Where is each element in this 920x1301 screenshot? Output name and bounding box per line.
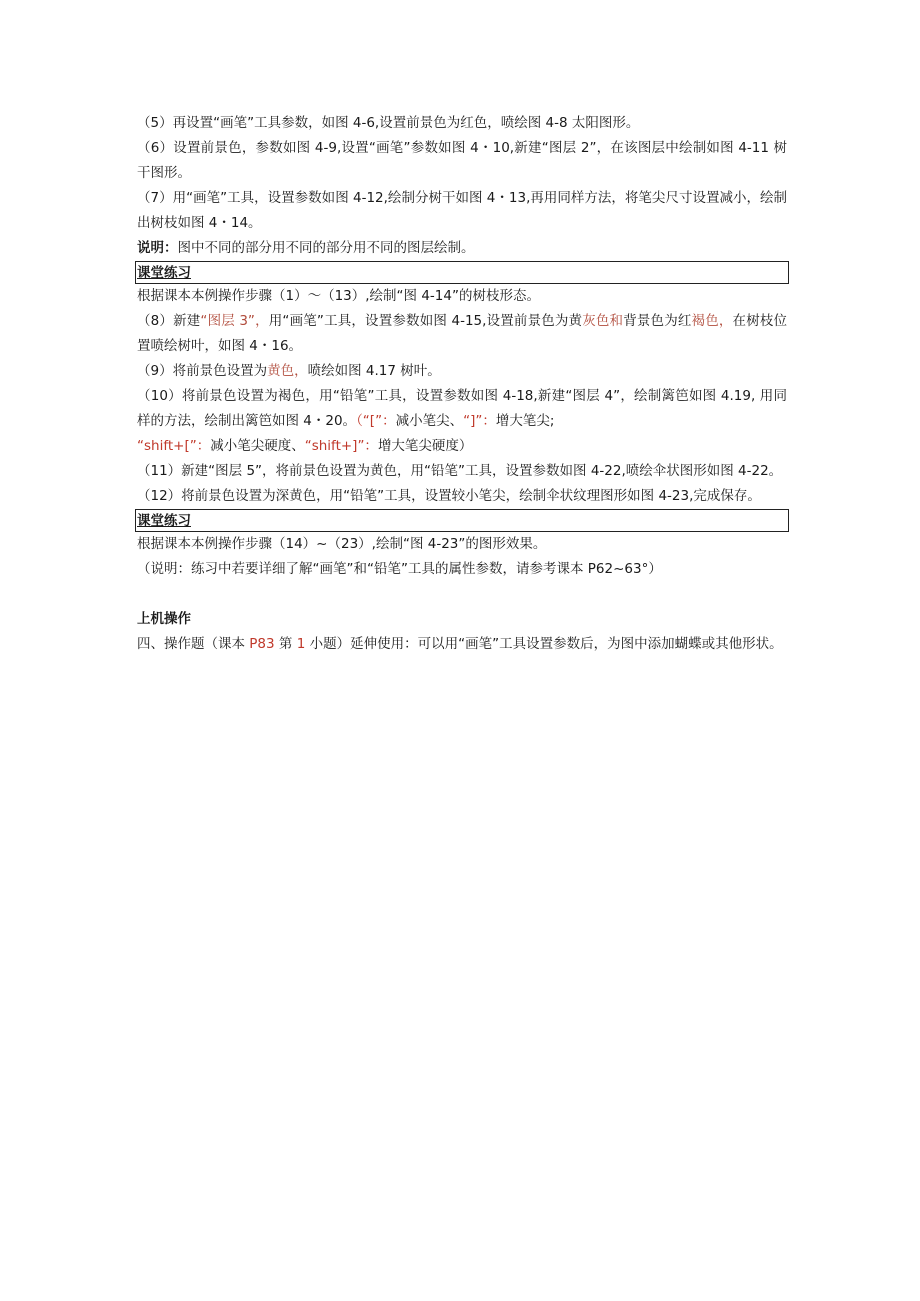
step-10-paragraph xyxy=(137,384,787,459)
step-10-text-a: （10）将前景色设置为褐色，用“铅笔”工具，设置参数如图 4-18,新建“图层 4”，绘制篱笆如图 4.19, 用同样的方法，绘制出篱笆如图 4・20。 xyxy=(137,388,787,429)
exercise-1-title-box xyxy=(135,261,789,284)
step-8-text-a: （8）新建 xyxy=(137,313,201,329)
step-8-layer-highlight: “图层 3”， xyxy=(200,313,269,329)
step-9-paragraph xyxy=(137,359,787,384)
step-10-bracket-close-key: “]”： xyxy=(463,413,496,429)
task-page-ref: P83 xyxy=(245,636,279,652)
step-8-text-g: 在树枝位置喷绘树叶，如图 4・16。 xyxy=(137,313,788,354)
task-text-e: 小题）延伸使用：可以用“画笔”工具设置参数后，为图中添加蝴蝶或其他形状。 xyxy=(309,636,783,652)
exercise-1-text: 根据课本本例操作步骤（1）～（13）,绘制“图 4-14”的树枝形态。 xyxy=(137,288,540,304)
exercise-1-title: 课堂练习 xyxy=(137,265,191,281)
task-text-c: 第 xyxy=(278,636,293,652)
exercise-2-title: 课堂练习 xyxy=(137,513,191,529)
step-10-text-g: 减小笔尖硬度、 xyxy=(210,438,305,454)
step-5-paragraph: （5）再设置“画笔”工具参数，如图 4-6,设置前景色为红色，喷绘图 4-8 太阳图形。 xyxy=(137,115,640,131)
task-number-ref: 1 xyxy=(292,636,310,652)
note-text: 图中不同的部分用不同的部分用不同的图层绘制。 xyxy=(177,240,475,256)
step-12-paragraph: （12）将前景色设置为深黄色，用“铅笔”工具，设置较小笔尖，绘制伞状纹理图形如图 4-23,完成保存。 xyxy=(137,488,761,504)
step-8-text-c: 用“画笔”工具，设置参数如图 4-15,设置前景色为黄 xyxy=(268,313,583,329)
note-label: 说明： xyxy=(137,240,178,256)
section-spacer xyxy=(137,582,787,607)
step-9-text-a: （9）将前景色设置为 xyxy=(137,363,268,379)
section-title: 上机操作 xyxy=(137,611,191,627)
step-11-paragraph: （11）新建“图层 5”，将前景色设置为黄色，用“铅笔”工具，设置参数如图 4-22,喷绘伞状图形如图 4-22。 xyxy=(137,463,783,479)
note-paragraph xyxy=(137,236,787,261)
step-10-text-e: 增大笔尖; xyxy=(495,413,555,429)
step-10-text-c: 减小笔尖、 xyxy=(395,413,464,429)
exercise-2-title-box xyxy=(135,509,789,532)
step-10-text-i: 增大笔尖硬度） xyxy=(377,438,473,454)
step-8-gray-highlight: 灰色和 xyxy=(582,313,624,329)
task-text-a: 四、操作题（课本 xyxy=(137,636,245,652)
step-10-shift-close-key: “shift+]”： xyxy=(304,438,378,454)
step-8-brown-highlight: 褐色， xyxy=(691,313,733,329)
step-9-text-c: 喷绘如图 4.17 树叶。 xyxy=(307,363,441,379)
step-8-paragraph xyxy=(137,309,787,359)
task-paragraph xyxy=(137,632,787,657)
document-page xyxy=(137,111,787,657)
step-6-paragraph: （6）设置前景色，参数如图 4-9,设置“画笔”参数如图 4・10,新建“图层 2”，在该图层中绘制如图 4-11 树干图形。 xyxy=(137,140,787,181)
step-10-shift-open-key: “shift+[”： xyxy=(137,438,211,454)
exercise-2-text: 根据课本本例操作步骤（14）~（23）,绘制“图 4-23”的图形效果。 xyxy=(137,536,547,552)
exercise-2-note: （说明：练习中若要详细了解“画笔”和“铅笔”工具的属性参数，请参考课本 P62~63°） xyxy=(137,561,662,577)
step-7-paragraph: （7）用“画笔”工具，设置参数如图 4-12,绘制分树干如图 4・13,再用同样方法，将笔尖尺寸设置减小，绘制出树枝如图 4・14。 xyxy=(137,190,787,231)
step-8-text-e: 背景色为红 xyxy=(623,313,692,329)
step-10-bracket-open-key: （“[”： xyxy=(356,413,396,429)
step-9-yellow-highlight: 黄色， xyxy=(267,363,308,379)
